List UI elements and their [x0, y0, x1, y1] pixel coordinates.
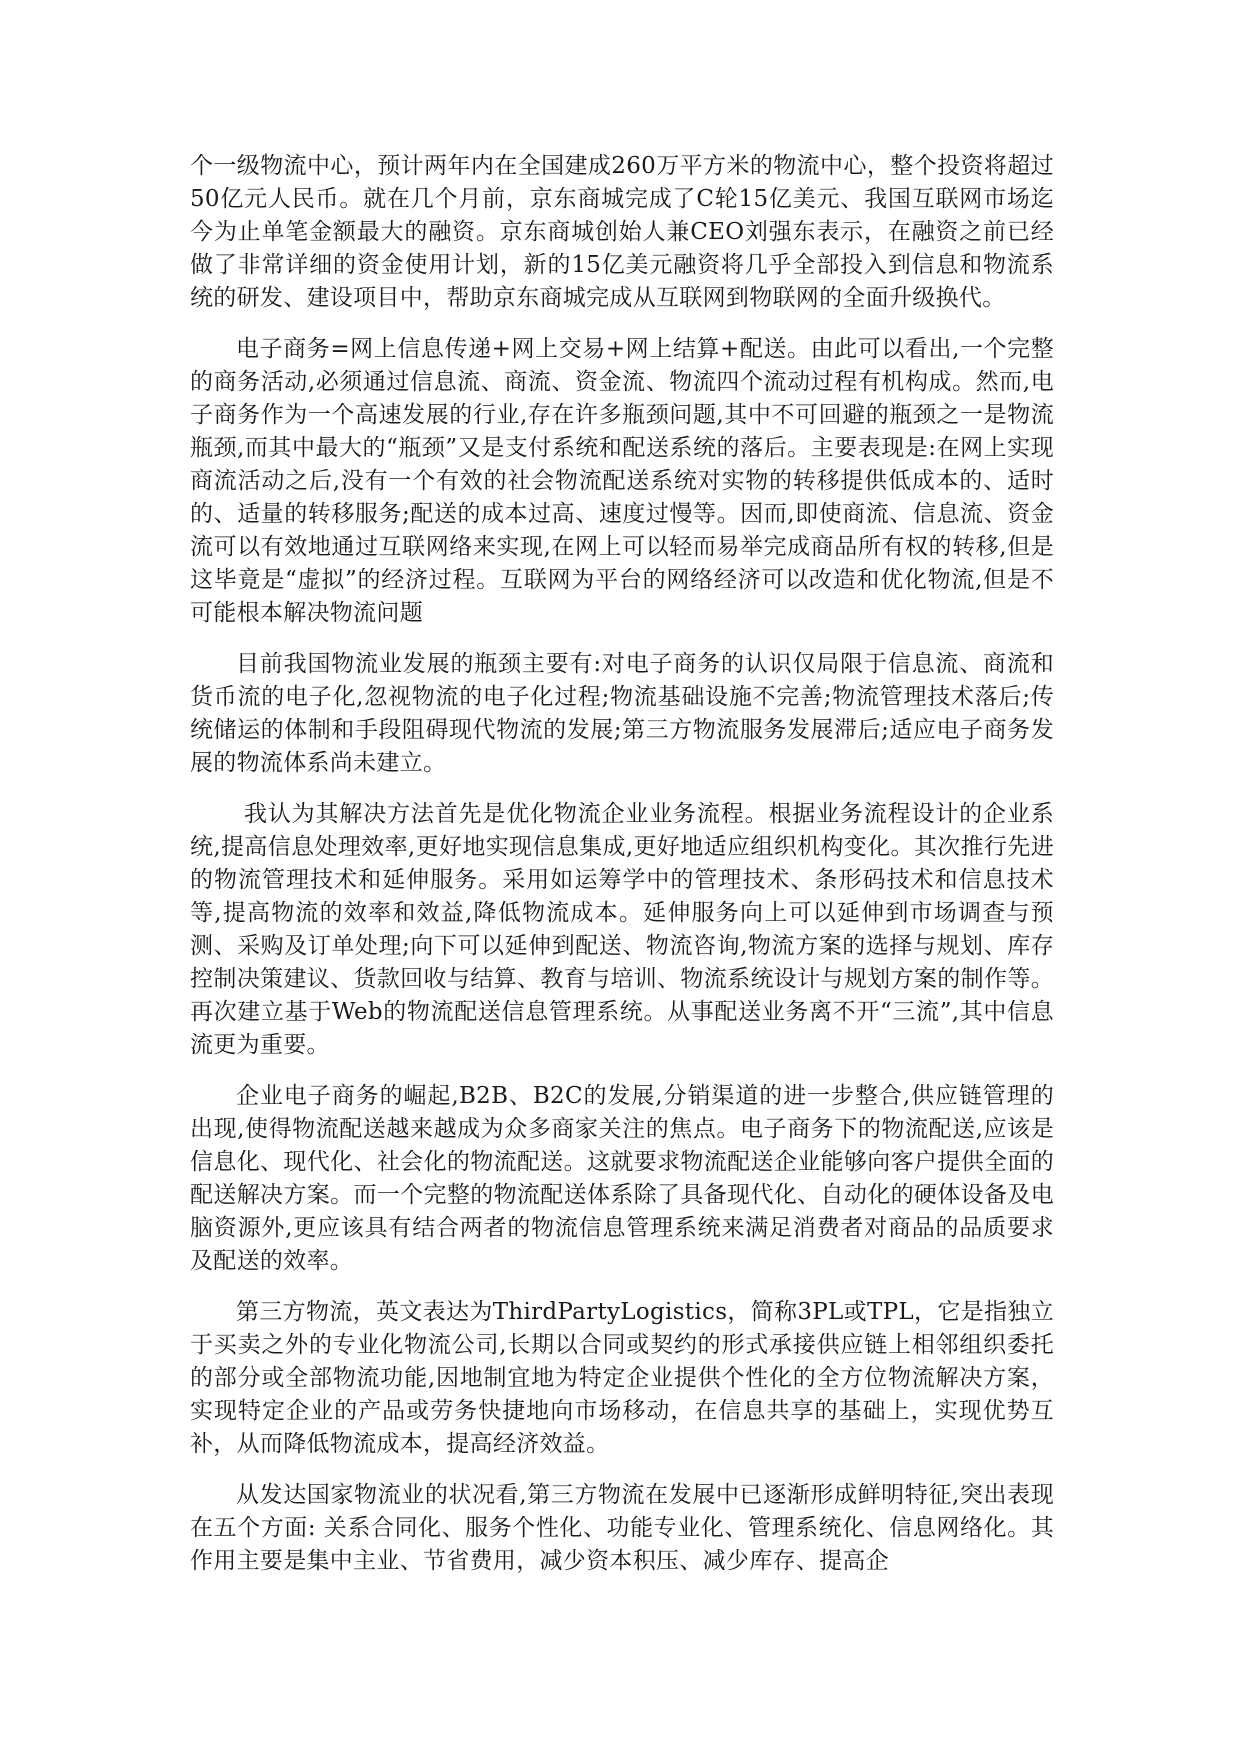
paragraph-7: 从发达国家物流业的状况看,第三方物流在发展中已逐渐形成鲜明特征,突出表现在五个方面: 关系合同化、服务个性化、功能专业化、管理系统化、信息网络化。其作用主要是集中主业、节省费用，减少资本积压、减少库存、提高企: [190, 1482, 1054, 1574]
paragraph-2: 电子商务=网上信息传递+网上交易+网上结算+配送。由此可以看出,一个完整的商务活动,必须通过信息流、商流、资金流、物流四个流动过程有机构成。然而,电子商务作为一个高速发展的行业,存在许多瓶颈问题,其中不可回避的瓶颈之一是物流瓶颈,而其中最大的“瓶颈”又是支付系统和配送系统的落后。主要表现是:在网上实现商流活动之后,没有一个有效的社会物流配送系统对实物的转移提供低成本的、适时的、适量的转移服务;配送的成本过高、速度过慢等。因而,即使商流、信息流、资金流可以有效地通过互联网络来实现,在网上可以轻而易举完成商品所有权的转移,但是这毕竟是“虚拟”的经济过程。互联网为平台的网络经济可以改造和优化物流,但是不可能根本解决物流问题: [190, 336, 1054, 626]
paragraph-4: 我认为其解决方法首先是优化物流企业业务流程。根据业务流程设计的企业系统,提高信息处理效率,更好地实现信息集成,更好地适应组织机构变化。其次推行先进的物流管理技术和延伸服务。采用如运筹学中的管理技术、条形码技术和信息技术等,提高物流的效率和效益,降低物流成本。延伸服务向上可以延伸到市场调查与预测、采购及订单处理;向下可以延伸到配送、物流咨询,物流方案的选择与规划、库存控制决策建议、货款回收与结算、教育与培训、物流系统设计与规划方案的制作等。再次建立基于Web的物流配送信息管理系统。从事配送业务离不开“三流”,其中信息流更为重要。: [190, 801, 1054, 1058]
document-page: [190, 150, 1054, 1596]
paragraph-3: 目前我国物流业发展的瓶颈主要有:对电子商务的认识仅局限于信息流、商流和货币流的电子化,忽视物流的电子化过程;物流基础设施不完善;物流管理技术落后;传统储运的体制和手段阻碍现代物流的发展;第三方物流服务发展滞后;适应电子商务发展的物流体系尚未建立。: [190, 651, 1054, 776]
paragraph-6: 第三方物流，英文表达为ThirdPartyLogistics，简称3PL或TPL，它是指独立于买卖之外的专业化物流公司,长期以合同或契约的形式承接供应链上相邻组织委托的部分或全部物流功能,因地制宜地为特定企业提供个性化的全方位物流解决方案，实现特定企业的产品或劳务快捷地向市场移动，在信息共享的基础上，实现优势互补，从而降低物流成本，提高经济效益。: [190, 1299, 1054, 1457]
paragraph-5: 企业电子商务的崛起,B2B、B2C的发展,分销渠道的进一步整合,供应链管理的出现,使得物流配送越来越成为众多商家关注的焦点。电子商务下的物流配送,应该是信息化、现代化、社会化的物流配送。这就要求物流配送企业能够向客户提供全面的配送解决方案。而一个完整的物流配送体系除了具备现代化、自动化的硬体设备及电脑资源外,更应该具有结合两者的物流信息管理系统来满足消费者对商品的品质要求及配送的效率。: [190, 1083, 1054, 1274]
paragraph-1: 个一级物流中心，预计两年内在全国建成260万平方米的物流中心，整个投资将超过50亿元人民币。就在几个月前，京东商城完成了C轮15亿美元、我国互联网市场迄今为止单笔金额最大的融资。京东商城创始人兼CEO刘强东表示，在融资之前已经做了非常详细的资金使用计划，新的15亿美元融资将几乎全部投入到信息和物流系统的研发、建设项目中，帮助京东商城完成从互联网到物联网的全面升级换代。: [190, 153, 1054, 311]
